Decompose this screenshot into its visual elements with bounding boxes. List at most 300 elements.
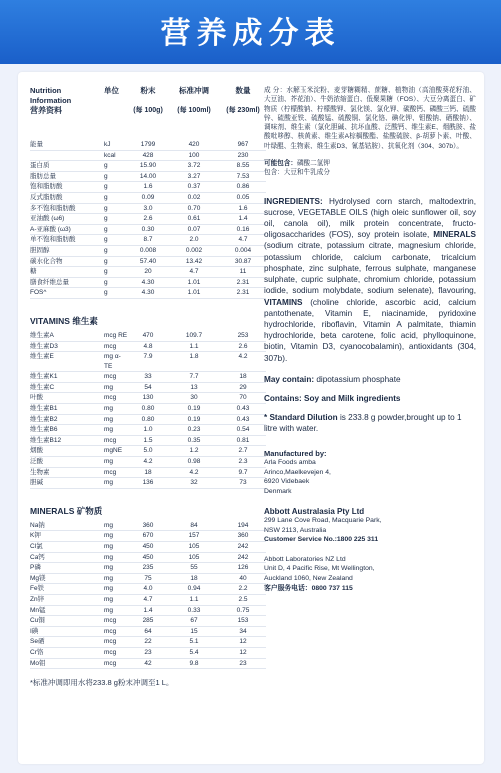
row-powder: 1.5	[143, 436, 153, 444]
row-amount: 0.86	[236, 183, 250, 191]
row-unit: mcg	[104, 373, 117, 381]
row-powder: 57.40	[139, 257, 157, 265]
row-standard: 105	[188, 543, 200, 550]
row-name: P磷	[30, 564, 41, 572]
row-amount: 194	[237, 521, 249, 529]
row-name: 维生素B2	[30, 415, 58, 423]
row-standard: 0.33	[187, 606, 201, 614]
row-standard: 67	[190, 617, 198, 625]
row-standard: 3.72	[187, 162, 201, 170]
row-amount: 0.004	[234, 246, 252, 254]
row-name: Zn锌	[30, 595, 45, 603]
row-unit: g	[104, 162, 108, 170]
table-row	[30, 372, 266, 383]
row-powder: 33	[144, 373, 152, 381]
row-name: 维生素B12	[30, 436, 62, 444]
row-powder: 22	[144, 638, 152, 646]
row-name: 烟酸	[30, 447, 43, 455]
row-amount: 0.16	[236, 225, 250, 233]
table-row	[30, 161, 266, 172]
row-unit: mcg	[104, 436, 117, 444]
row-powder: 15.90	[139, 162, 157, 170]
row-amount: 2.2	[238, 585, 248, 593]
table-row	[30, 531, 266, 542]
row-unit: mg	[104, 521, 114, 529]
row-amount: 4.2	[238, 353, 248, 361]
row-unit: g	[104, 268, 108, 276]
table-row	[30, 331, 266, 342]
row-standard: 84	[190, 521, 198, 529]
row-standard: 1.2	[189, 447, 199, 455]
manufactured-label: Manufactured by:	[264, 448, 327, 458]
table-row	[30, 257, 266, 268]
table-row	[30, 182, 266, 193]
row-amount: 2.3	[238, 458, 248, 466]
contains-cn: 包含：大豆和牛乳成分	[264, 169, 330, 177]
table-row	[30, 637, 266, 648]
row-name: 维生素A	[30, 331, 54, 339]
row-powder: 235	[142, 564, 154, 572]
row-standard: 420	[188, 141, 200, 148]
minerals-label: MINERALS	[433, 230, 476, 240]
ingredients-en-part1: Hydrolysed corn starch, maltodextrin, sucrose, VEGETABLE OILS (high oleic sunflower oil, soy oil, canola oil), milk protein concentrate, fructo-oligosaccharides (FOS), soy protein isolate,	[264, 196, 476, 240]
row-unit: mg	[104, 458, 114, 466]
row-amount: 2.6	[238, 342, 248, 350]
row-unit: mcg	[104, 617, 117, 625]
contains-en: Contains: Soy and Milk ingredients	[264, 393, 401, 403]
row-name: 胆固醇	[30, 246, 50, 254]
ingredients-en	[264, 196, 476, 364]
vitamins-label: VITAMINS	[264, 297, 303, 307]
mfr-line: 6920 Videbaek	[264, 478, 310, 486]
row-amount: 30.87	[234, 257, 252, 265]
row-unit: mg	[104, 383, 114, 391]
may-contain-cn-label: 可能包含：	[264, 160, 297, 168]
mfr-line: Denmark	[264, 487, 292, 495]
row-powder: 0.80	[141, 415, 155, 423]
row-name: 维生素B1	[30, 405, 58, 413]
row-powder: 670	[142, 532, 154, 540]
row-unit: g	[104, 236, 108, 244]
table-row	[30, 574, 266, 585]
row-standard: 1.1	[189, 595, 199, 603]
row-unit: mgNE	[104, 447, 123, 455]
row-standard: 0.61	[187, 215, 201, 223]
abbott-nz-service: 客户服务电话：0800 737 115	[264, 584, 353, 592]
row-standard: 100	[188, 151, 200, 159]
row-amount: 242	[237, 543, 249, 550]
row-standard: 3.27	[187, 172, 201, 180]
table-row	[30, 446, 266, 457]
row-standard: 4.2	[189, 468, 199, 476]
row-powder: 285	[142, 617, 154, 625]
table-row	[30, 172, 266, 183]
row-name: Cu铜	[30, 617, 45, 625]
row-name: Cr铬	[30, 648, 44, 656]
abbott-au-line: 299 Lane Cove Road, Macquarie Park,	[264, 517, 382, 525]
row-amount: 2.31	[236, 278, 250, 286]
row-powder: 1.4	[143, 606, 153, 614]
row-standard: 1.8	[189, 353, 199, 361]
row-amount: 11	[239, 268, 247, 276]
row-unit: mg	[104, 564, 114, 572]
abbott-nz-line: Auckland 1060, New Zealand	[264, 575, 353, 583]
table-row	[30, 352, 266, 372]
row-powder: 2.6	[143, 215, 153, 223]
row-standard: 157	[188, 532, 200, 540]
row-powder: 0.80	[141, 405, 155, 413]
table-row	[30, 478, 266, 489]
ingredients-panel	[264, 86, 476, 593]
std-dilution-text: is 233.8 g powder,brought up to 1 litre with water.	[264, 413, 462, 434]
table-row	[30, 278, 266, 289]
row-amount: 1.4	[238, 215, 248, 223]
row-unit: g	[104, 257, 108, 265]
table-row	[30, 288, 266, 299]
row-standard: 1.01	[187, 289, 201, 297]
row-standard: 0.02	[187, 193, 201, 201]
row-unit: mg	[104, 606, 114, 614]
row-standard: 15	[190, 627, 198, 635]
table-row	[30, 606, 266, 617]
row-standard: 4.7	[189, 268, 199, 276]
row-amount: 0.81	[236, 436, 250, 444]
row-name: Mo钼	[30, 659, 46, 667]
row-amount: 0.54	[236, 426, 250, 434]
row-name: 碳水化合物	[30, 257, 63, 265]
row-standard: 109.7	[185, 331, 203, 339]
ingredients-cn: 成 分：水解玉米淀粉、麦芽糖糊精、蔗糖、植物油（高油酸葵花籽油、大豆油、芥花油）、牛奶浓缩蛋白、低聚果糖（FOS）、大豆分离蛋白、矿物质（柠檬酸钠、柠檬酸钾、氯化镁、氯化钾、碳酸钙、磷酸三钙、硫酸锌、硫酸亚铁、硫酸锰、硫酸铜、氯化铬、碘化钾、钼酸钠、硒酸钠）、调味剂、维生素（氯化胆碱、抗坏血酸、泛酸钙、维生素E、烟酰胺、盐酸吡哆醇、核黄素、维生素A棕榈酸酯、盐酸硫胺、β-胡萝卜素、叶酸、叶绿醌、生物素、维生素D3、氰基钴胺）、抗氧化剂（304、307b）。	[264, 87, 476, 150]
table-row	[30, 383, 266, 394]
row-unit: g	[104, 204, 108, 212]
row-powder: 130	[142, 394, 154, 402]
row-powder: 18	[144, 468, 152, 476]
table-row	[30, 563, 266, 574]
row-unit: g	[104, 246, 108, 254]
row-name: 维生素C	[30, 383, 55, 391]
row-standard: 55	[190, 564, 198, 572]
table-row	[30, 225, 266, 236]
row-unit: mcg RE	[104, 331, 128, 339]
abbott-au-name: Abbott Australasia Pty Ltd	[264, 506, 365, 516]
ingredients-en-part2: (sodium citrate, potassium citrate, magnesium chloride, potassium chloride, calcium carbonate, tricalcium phosphate, zinc sulphate, ferrous sulphate, manganese sulphate, cupric sulphate, chromium chloride, potassium iodide, sodium molybdate, sodium selenate), flavouring,	[264, 241, 476, 296]
label-card	[18, 72, 484, 764]
row-powder: 470	[142, 331, 154, 339]
row-name: 胆碱	[30, 479, 43, 487]
row-standard: 0.94	[187, 585, 201, 593]
row-amount: 0.43	[236, 415, 250, 423]
row-name: Cl氯	[30, 543, 43, 550]
table-row	[30, 553, 266, 564]
row-standard: 9.8	[189, 659, 199, 667]
abbott-au-block	[264, 507, 476, 545]
row-powder: 23	[144, 648, 152, 656]
minerals-title: MINERALS 矿物质	[30, 505, 103, 516]
row-amount: 29	[239, 383, 247, 391]
row-amount: 2.31	[236, 289, 250, 297]
table-row	[30, 542, 266, 553]
row-standard: 0.23	[187, 426, 201, 434]
row-amount: 2.5	[238, 595, 248, 603]
row-unit: g	[104, 215, 108, 223]
row-unit: mcg	[104, 394, 117, 402]
row-standard: 105	[188, 553, 200, 561]
table-row	[30, 246, 266, 257]
row-name: Ca钙	[30, 553, 45, 561]
row-name: 维生素K1	[30, 373, 58, 381]
std-dilution-label: * Standard Dilution	[264, 413, 338, 423]
row-name: 脂肪总量	[30, 172, 56, 180]
table-row	[30, 584, 266, 595]
row-unit: mg	[104, 574, 114, 582]
row-powder: 1799	[140, 141, 156, 148]
ingredients-en-label: INGREDIENTS:	[264, 196, 323, 206]
row-name: 反式脂肪酸	[30, 193, 63, 201]
row-unit: g	[104, 225, 108, 233]
row-standard: 0.70	[187, 204, 201, 212]
table-row	[30, 151, 266, 162]
row-standard: 0.19	[187, 405, 201, 413]
row-standard: 30	[190, 394, 198, 402]
row-unit: mg α-TE	[104, 353, 121, 370]
row-amount: 0.75	[236, 606, 250, 614]
row-name: 单不饱和脂肪酸	[30, 236, 76, 244]
row-name: 亚油酸 (ω6)	[30, 215, 65, 223]
row-standard: 1.1	[189, 342, 199, 350]
row-powder: 42	[144, 659, 152, 667]
row-amount: 126	[237, 564, 249, 572]
row-name: I碘	[30, 627, 39, 635]
row-standard: 0.98	[187, 458, 201, 466]
row-unit: mg	[104, 426, 114, 434]
row-amount: 12	[239, 648, 247, 656]
row-amount: 34	[239, 627, 247, 635]
row-standard: 0.07	[187, 225, 201, 233]
row-name: 泛酸	[30, 458, 43, 466]
vitamins-title: VITAMINS 维生素	[30, 315, 98, 326]
banner-title: 营养成分表	[160, 17, 341, 50]
table-row	[30, 436, 266, 447]
row-standard: 13	[190, 383, 198, 391]
row-powder: 136	[142, 479, 154, 487]
row-amount: 253	[237, 331, 249, 339]
table-row	[30, 521, 266, 532]
row-unit: mcg	[104, 342, 117, 350]
row-unit: mcg	[104, 627, 117, 635]
row-unit: mg	[104, 532, 114, 540]
header-cn: 营养资料	[30, 106, 62, 115]
table-row	[30, 204, 266, 215]
row-unit: mg	[104, 543, 114, 550]
nutrition-table	[30, 86, 266, 688]
table-row	[30, 214, 266, 225]
row-standard: 13.42	[185, 257, 203, 265]
row-unit: g	[104, 193, 108, 201]
row-name: 多不饱和脂肪酸	[30, 204, 76, 212]
header-powder: 粉末	[140, 86, 156, 95]
row-unit: mg	[104, 595, 114, 603]
abbott-nz-line: Unit D, 4 Pacific Rise, Mt Wellington,	[264, 565, 375, 573]
row-standard: 0.002	[185, 246, 203, 254]
row-amount: 9.7	[238, 468, 248, 476]
sub-powder: (每 100g)	[133, 107, 163, 114]
row-name: 蛋白质	[30, 162, 50, 170]
row-standard: 0.19	[187, 415, 201, 423]
row-name: 饱和脂肪酸	[30, 183, 63, 191]
header-amount: 数量	[235, 86, 251, 95]
table-row	[30, 595, 266, 606]
nutrition-rows	[30, 140, 266, 299]
row-unit: mcg	[104, 648, 117, 656]
row-powder: 1.0	[143, 426, 153, 434]
row-unit: g	[104, 289, 108, 297]
ingredients-en-part3: (choline chloride, ascorbic acid, calcium pantothenate, Vitamin E, niacinamide, pyridoxine hydrochloride, riboflavin, Vitamin A palmitate, thiamin hydrochloride, beta carotene, folic acid, phylloquinone, biotin, Vitamin D3, cyanocobalamin), antioxidants (304, 307b).	[264, 297, 476, 363]
row-powder: 450	[142, 543, 154, 550]
mineral-rows	[30, 521, 266, 669]
row-amount: 242	[237, 553, 249, 561]
table-row	[30, 393, 266, 404]
row-standard: 7.7	[189, 373, 199, 381]
row-name: Na钠	[30, 521, 45, 529]
row-name	[30, 151, 104, 161]
row-unit: mg	[104, 479, 114, 487]
row-name: 维生素B6	[30, 426, 58, 434]
header-en: Nutrition Information	[30, 86, 72, 105]
row-unit: g	[104, 183, 108, 191]
may-contain-en-value: dipotassium phosphate	[316, 374, 401, 384]
row-unit: mcg	[104, 468, 117, 476]
row-standard: 32	[190, 479, 198, 487]
row-powder: 0.008	[139, 246, 157, 254]
row-unit: mg	[104, 553, 114, 561]
row-unit: g	[104, 278, 108, 286]
table-header	[30, 86, 266, 106]
row-name: FOS^	[30, 289, 47, 297]
table-row	[30, 415, 266, 426]
table-subheader	[30, 106, 266, 116]
vitamin-rows	[30, 331, 266, 489]
abbott-au-service: Customer Service No.:1800 225 311	[264, 536, 379, 544]
table-row	[30, 616, 266, 627]
row-powder: 4.8	[143, 342, 153, 350]
row-powder: 75	[144, 574, 152, 582]
may-contain-en-label: May contain:	[264, 374, 315, 384]
sub-standard: (每 100ml)	[177, 107, 211, 114]
row-unit: mcg	[104, 638, 117, 646]
row-name: K钾	[30, 532, 41, 540]
row-name: 糖	[30, 268, 37, 276]
row-standard: 2.0	[189, 236, 199, 244]
row-name: Fe铁	[30, 585, 45, 593]
row-powder: 450	[142, 553, 154, 561]
table-row	[30, 342, 266, 353]
row-name: A-亚麻酸 (ω3)	[30, 225, 71, 233]
row-unit: kcal	[104, 151, 116, 159]
row-name: Mn锰	[30, 606, 46, 614]
row-name: 维生素E	[30, 353, 54, 361]
abbott-nz-name: Abbott Laboratories NZ Ltd	[264, 555, 346, 563]
row-powder: 64	[144, 627, 152, 635]
row-standard: 5.4	[189, 648, 199, 656]
mfr-line: Arla Foods amba	[264, 459, 316, 467]
table-row	[30, 425, 266, 436]
row-amount: 70	[239, 394, 247, 402]
row-powder: 4.7	[143, 595, 153, 603]
table-row	[30, 457, 266, 468]
table-row	[30, 627, 266, 638]
row-amount: 153	[237, 617, 249, 625]
mfr-line: Arinco,Maelkevejen 4,	[264, 468, 331, 476]
table-row	[30, 648, 266, 659]
row-powder: 4.0	[143, 585, 153, 593]
row-amount: 230	[237, 151, 249, 159]
row-amount: 0.43	[236, 405, 250, 413]
row-amount: 73	[239, 479, 247, 487]
row-powder: 0.30	[141, 225, 155, 233]
row-amount: 1.6	[238, 204, 248, 212]
row-unit: g	[104, 172, 108, 180]
row-amount: 360	[237, 532, 249, 540]
table-row	[30, 235, 266, 246]
row-powder: 8.7	[143, 236, 153, 244]
may-contain-en	[264, 374, 476, 385]
row-amount: 23	[239, 659, 247, 667]
row-powder: 7.9	[143, 353, 153, 361]
table-row	[30, 404, 266, 415]
row-amount: 40	[239, 574, 247, 582]
may-contain-cn	[264, 159, 476, 168]
row-unit: mg	[104, 585, 114, 593]
row-powder: 54	[144, 383, 152, 391]
row-powder: 3.0	[143, 204, 153, 212]
row-name: 能量	[30, 141, 43, 148]
abbott-au-line: NSW 2113, Australia	[264, 526, 327, 534]
row-powder: 4.30	[141, 289, 155, 297]
row-unit: mg	[104, 405, 114, 413]
row-amount: 4.7	[238, 236, 248, 244]
row-name: Se硒	[30, 638, 45, 646]
row-name: 维生素D3	[30, 342, 58, 350]
manufacturer-block	[264, 449, 476, 497]
header-standard: 标准冲调	[179, 86, 209, 95]
header-unit: 单位	[104, 86, 119, 95]
row-amount: 967	[237, 141, 249, 148]
row-powder: 1.6	[143, 183, 153, 191]
table-row	[30, 267, 266, 278]
table-row	[30, 468, 266, 479]
table-row	[30, 659, 266, 670]
row-name: 叶酸	[30, 394, 43, 402]
row-powder: 0.09	[141, 193, 155, 201]
row-amount: 8.55	[236, 162, 250, 170]
row-name: 生物素	[30, 468, 50, 476]
row-standard: 18	[190, 574, 198, 582]
row-powder: 428	[142, 151, 154, 159]
row-amount: 7.53	[236, 172, 250, 180]
footnote: *标准冲调即用水将233.8 g粉末冲调至1 L。	[30, 678, 174, 688]
may-contain-cn-value: 磷酸二氢钾	[296, 160, 330, 168]
row-name: 膳食纤维总量	[30, 278, 69, 286]
row-amount: 0.05	[236, 193, 250, 201]
row-name: Mg镁	[30, 574, 46, 582]
row-standard: 5.1	[189, 638, 199, 646]
row-powder: 20	[144, 268, 152, 276]
row-standard: 0.35	[187, 436, 201, 444]
row-amount: 12	[239, 638, 247, 646]
row-amount: 2.7	[238, 447, 248, 455]
title-banner	[0, 0, 501, 64]
row-standard: 0.37	[187, 183, 201, 191]
